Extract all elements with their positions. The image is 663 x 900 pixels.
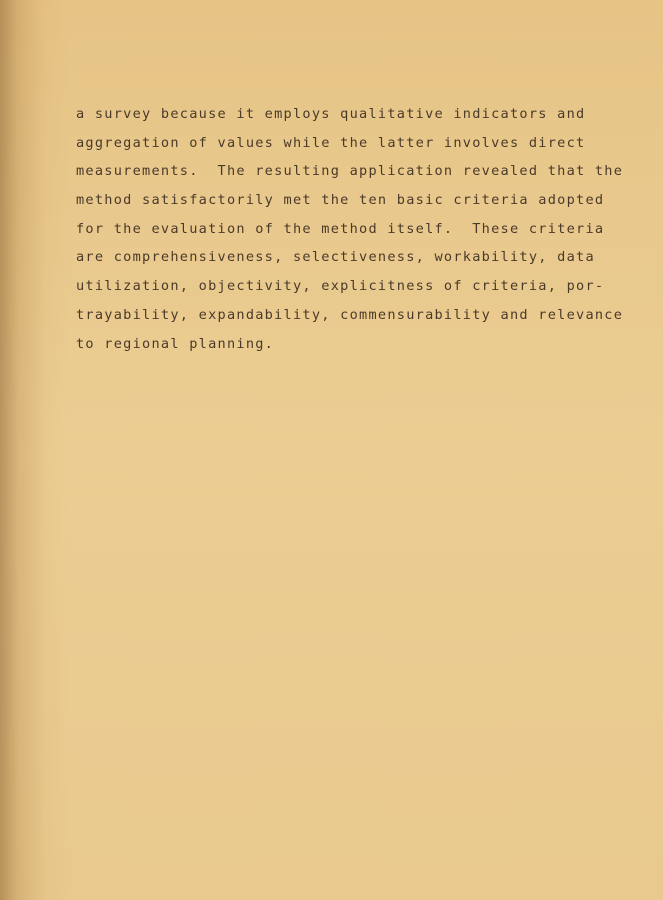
text-line: aggregation of values while the latter involves direct bbox=[76, 134, 586, 151]
text-line: for the evaluation of the method itself. These criteria bbox=[76, 220, 605, 237]
text-line: measurements. The resulting application revealed that the bbox=[76, 163, 624, 180]
text-line: to regional planning. bbox=[76, 335, 275, 352]
text-line: are comprehensiveness, selectiveness, workability, data bbox=[76, 249, 595, 266]
typed-paragraph bbox=[76, 100, 636, 358]
text-line: method satisfactorily met the ten basic criteria adopted bbox=[76, 192, 605, 209]
text-line: trayability, expandability, commensurability and relevance bbox=[76, 306, 624, 323]
text-line: utilization, objectivity, explicitness of criteria, por- bbox=[76, 278, 605, 295]
text-line: a survey because it employs qualitative indicators and bbox=[76, 106, 586, 122]
